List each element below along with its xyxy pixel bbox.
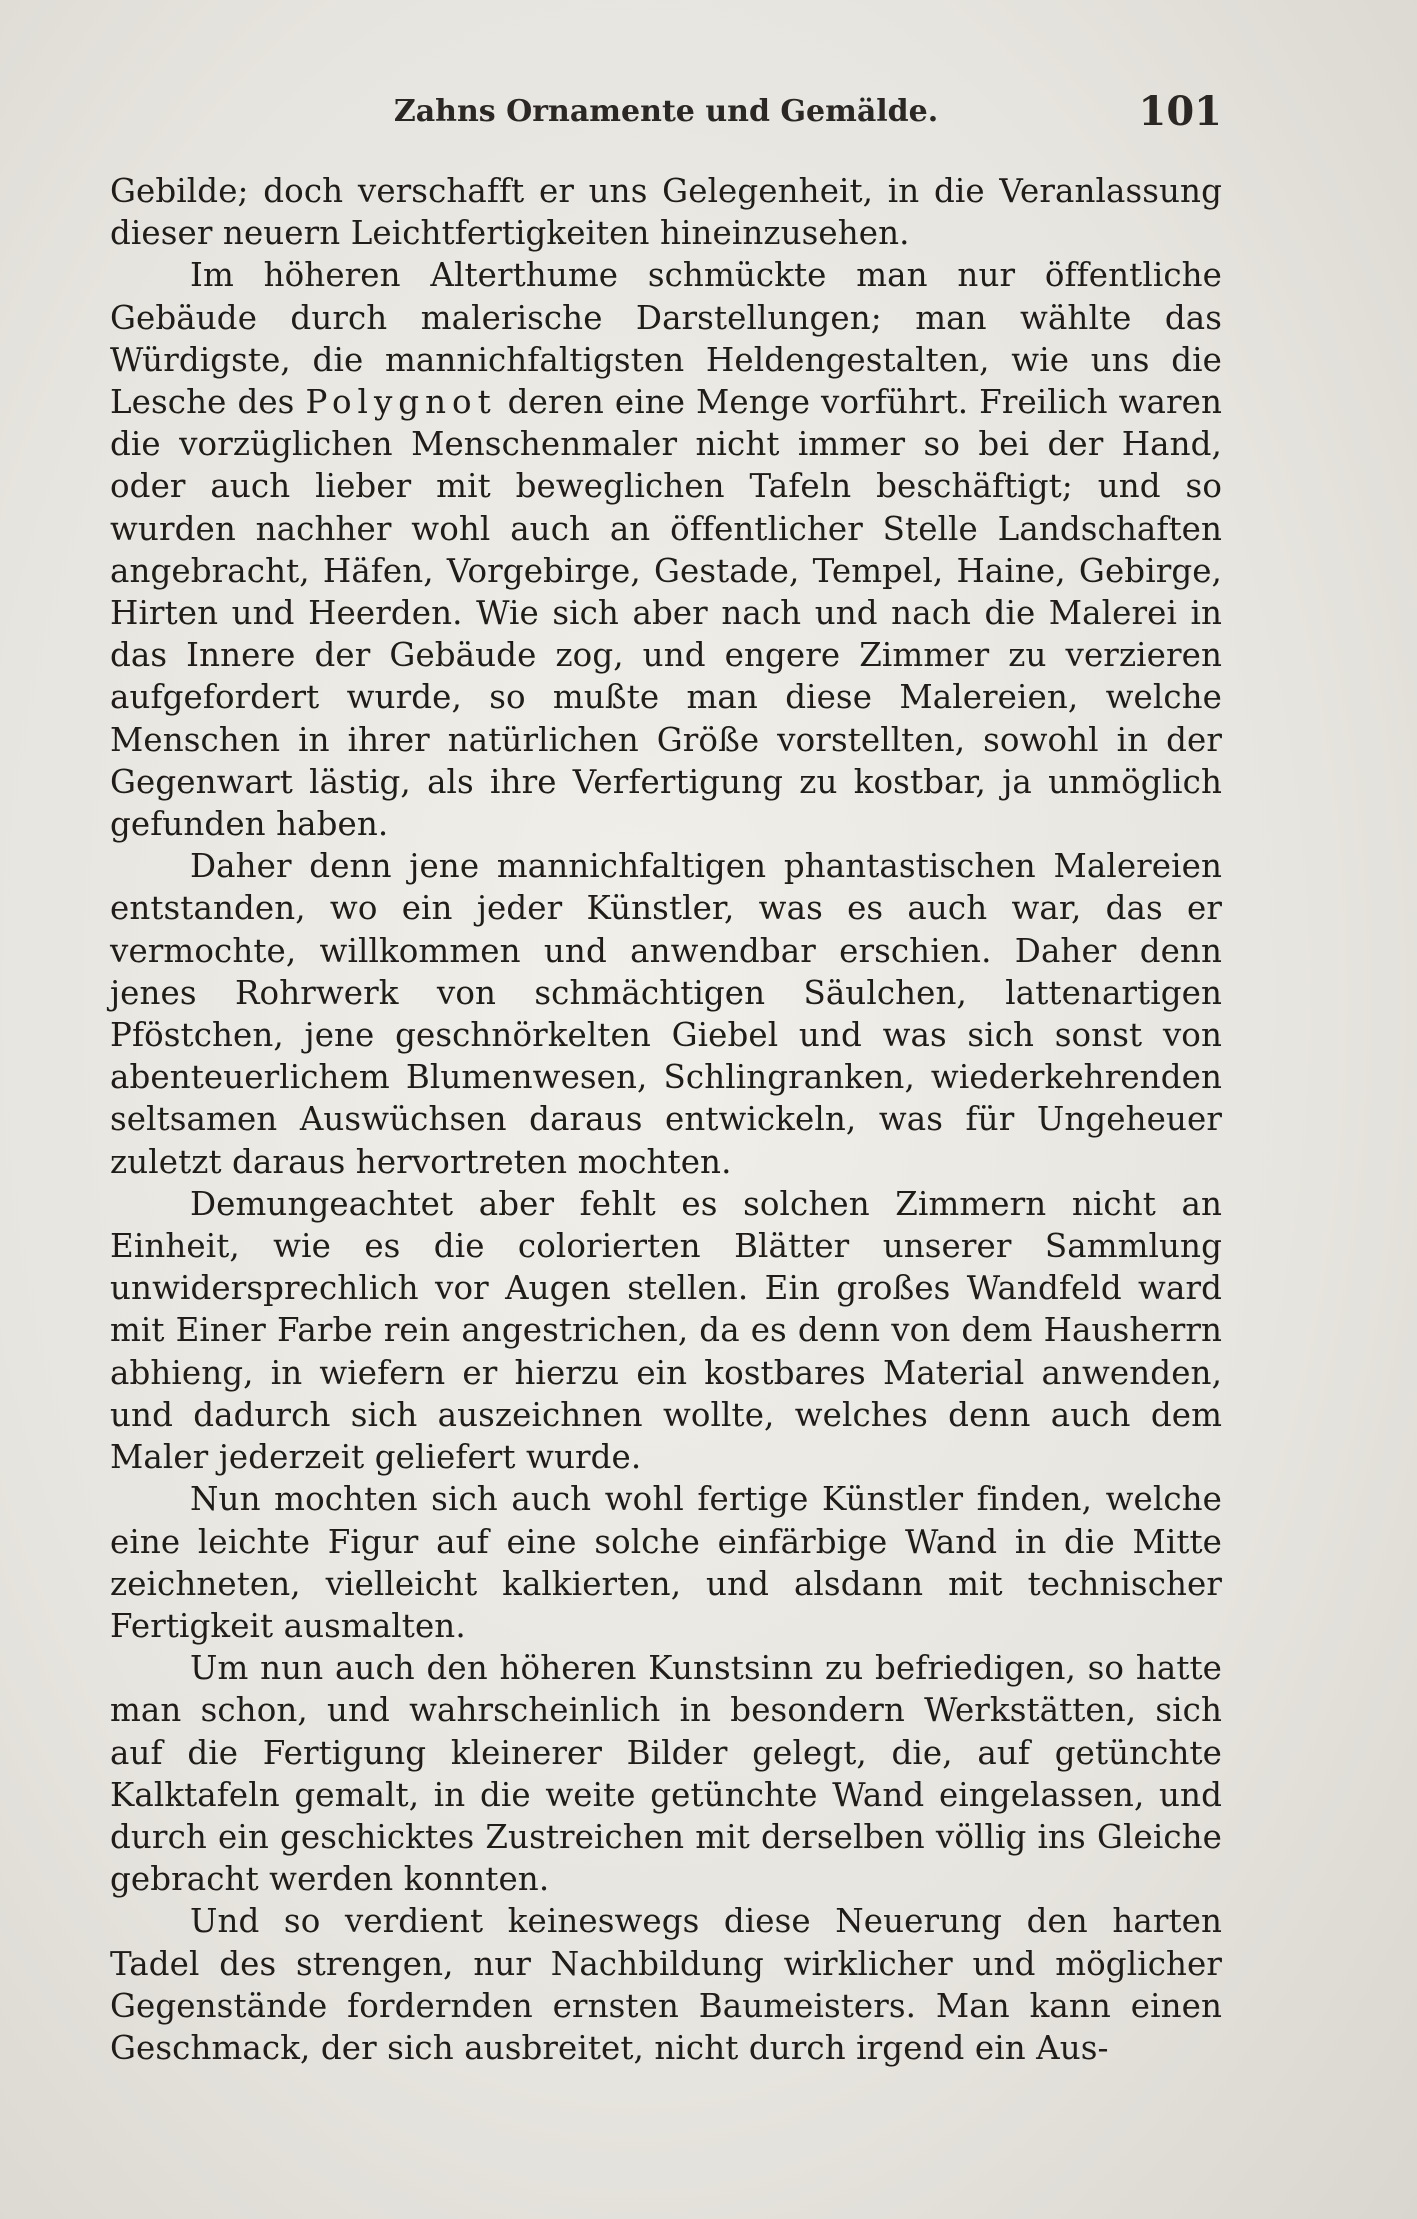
paragraph-text: deren eine Menge vorführt. Freilich waren die vorzüglichen Menschenmaler nicht immer so bei der Hand, oder auch lieber mit beweglichen Tafeln beschäftigt; und so wurden nachher wohl auch an öffentlicher Stelle Landschaften angebracht, Häfen, Vorgebirge, Gestade, Tempel, Haine, Gebirge, Hirten und Heerden. Wie sich aber nach und nach die Malerei in das Innere der Gebäude zog, und engere Zimmer zu verzieren aufgefordert wurde, so mußte man diese Malereien, welche Menschen in ihrer natürlichen Größe vorstellten, sowohl in der Gegenwart lästig, als ihre Verfertigung zu kostbar, ja unmöglich gefunden haben. bbox=[110, 383, 1222, 844]
paragraph-neuerung: Und so verdient keineswegs diese Neuerung den harten Tadel des strengen, nur Nachbildung wirklicher und möglicher Gegenstände fordernden ernsten Baumeisters. Man kann einen Geschmack, der sich ausbreitet, nicht durch irgend ein Aus- bbox=[110, 1902, 1222, 2067]
running-title: Zahns Ornamente und Gemälde. bbox=[393, 94, 939, 129]
paragraph-einheit: Demungeachtet aber fehlt es solchen Zimmern nicht an Einheit, wie es die colorierten Blätter unserer Sammlung unwidersprechlich vor Augen stellen. Ein großes Wandfeld ward mit Einer Farbe rein angestrichen, da es denn von dem Hausherrn abhieng, in wiefern er hierzu ein kostbares Material anwenden, und dadurch sich auszeichnen wollte, welches denn auch dem Maler jederzeit geliefert wurde. bbox=[110, 1184, 1222, 1477]
paragraph-fertige-kuenstler: Nun mochten sich auch wohl fertige Künstler finden, welche eine leichte Figur auf eine solche einfärbige Wand in die Mitte zeichneten, vielleicht kalkierten, und alsdann mit technischer Fertigkeit ausmalten. bbox=[110, 1480, 1222, 1645]
spaced-name-polygnot: Polygnot bbox=[305, 383, 497, 422]
paragraph-phantastische-malereien: Daher denn jene mannichfaltigen phantastischen Malereien entstanden, wo ein jeder Künstler, was es auch war, das er vermochte, willkommen und anwendbar erschien. Daher denn jenes Rohrwerk von schmächtigen Säulchen, lattenartigen Pföstchen, jene geschnörkelten Giebel und was sich sonst von abenteuerlichem Blumenwesen, Schlingranken, wiederkehrenden seltsamen Auswüchsen daraus entwickeln, was für Ungeheuer zuletzt daraus hervortreten mochten. bbox=[110, 847, 1222, 1181]
paragraph-continuation: Gebilde; doch verschafft er uns Gelegenheit, in die Veranlassung dieser neuern Leichtfertigkeiten hineinzusehen. bbox=[110, 172, 1222, 253]
paragraph-kunstsinn: Um nun auch den höheren Kunstsinn zu befriedigen, so hatte man schon, und wahrscheinlich in besondern Werkstätten, sich auf die Fertigung kleinerer Bilder gelegt, die, auf getünchte Kalktafeln gemalt, in die weite getünchte Wand eingelassen, und durch ein geschicktes Zustreichen mit derselben völlig ins Gleiche gebracht werden konnten. bbox=[110, 1649, 1222, 1899]
paragraph-text: Im höheren Alterthume schmückte man nur öffentliche Gebäude durch malerische Darstellungen; man wählte das Würdigste, die mannichfaltigsten Heldengestalten, wie uns die Lesche des bbox=[110, 256, 1222, 422]
body-text bbox=[110, 170, 1222, 2069]
page-header bbox=[110, 88, 1222, 148]
page-number: 101 bbox=[1138, 88, 1222, 135]
paragraph-altertum bbox=[110, 254, 1222, 845]
